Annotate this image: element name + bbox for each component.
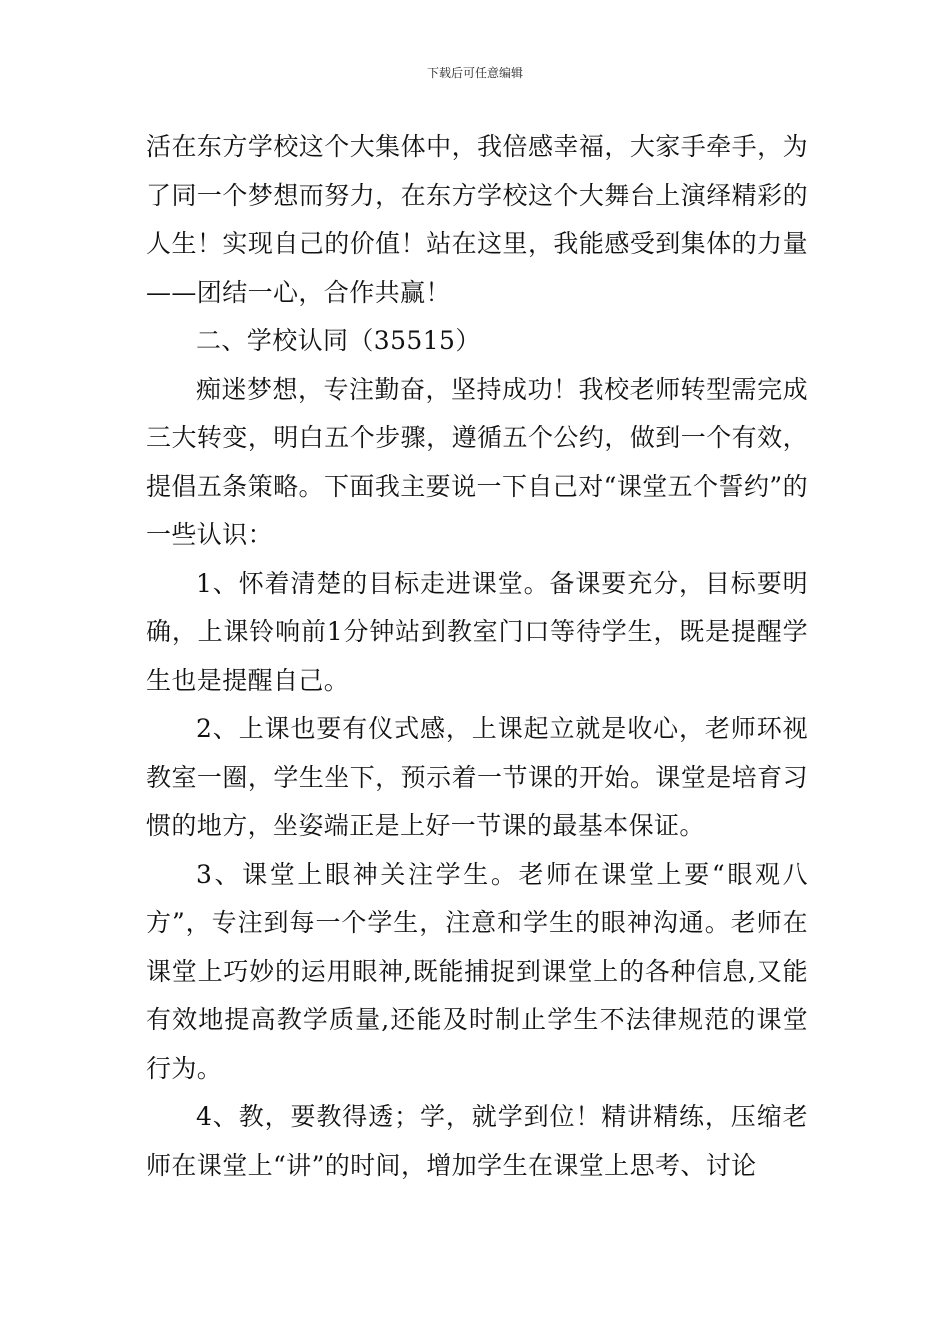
paragraph-continuation: 活在东方学校这个大集体中，我倍感幸福，大家手牵手，为了同一个梦想而努力，在东方学校这个大舞台上演绎精彩的人生！实现自己的价值！站在这里，我能感受到集体的力量——团结一心，合作共赢！ — [146, 132, 808, 307]
paragraph-intro: 痴迷梦想，专注勤奋，坚持成功！我校老师转型需完成三大转变，明白五个步骤，遵循五个公约，做到一个有效，提倡五条策略。下面我主要说一下自己对“课堂五个誓约”的一些认识： — [146, 374, 808, 549]
section-heading: 二、学校认同（35515） — [196, 326, 481, 355]
page-header-note: 下载后可任意编辑 — [426, 66, 523, 80]
document-body — [146, 123, 808, 1190]
paragraph-item-1: 1、怀着清楚的目标走进课堂。备课要充分，目标要明确，上课铃响前1分钟站到教室门口等待学生，既是提醒学生也是提醒自己。 — [146, 568, 808, 695]
paragraph-item-3: 3、课堂上眼神关注学生。老师在课堂上要“眼观八方”，专注到每一个学生，注意和学生的眼神沟通。老师在课堂上巧妙的运用眼神,既能捕捉到课堂上的各种信息,又能有效地提高教学质量,还能及时制止学生不法律规范的课堂行为。 — [146, 859, 808, 1083]
paragraph-item-4: 4、教，要教得透；学，就学到位！精讲精练，压缩老师在课堂上“讲”的时间，增加学生在课堂上思考、讨论 — [146, 1102, 808, 1180]
paragraph-item-2: 2、上课也要有仪式感，上课起立就是收心，老师环视教室一圈，学生坐下，预示着一节课的开始。课堂是培育习惯的地方，坐姿端正是上好一节课的最基本保证。 — [146, 714, 808, 840]
